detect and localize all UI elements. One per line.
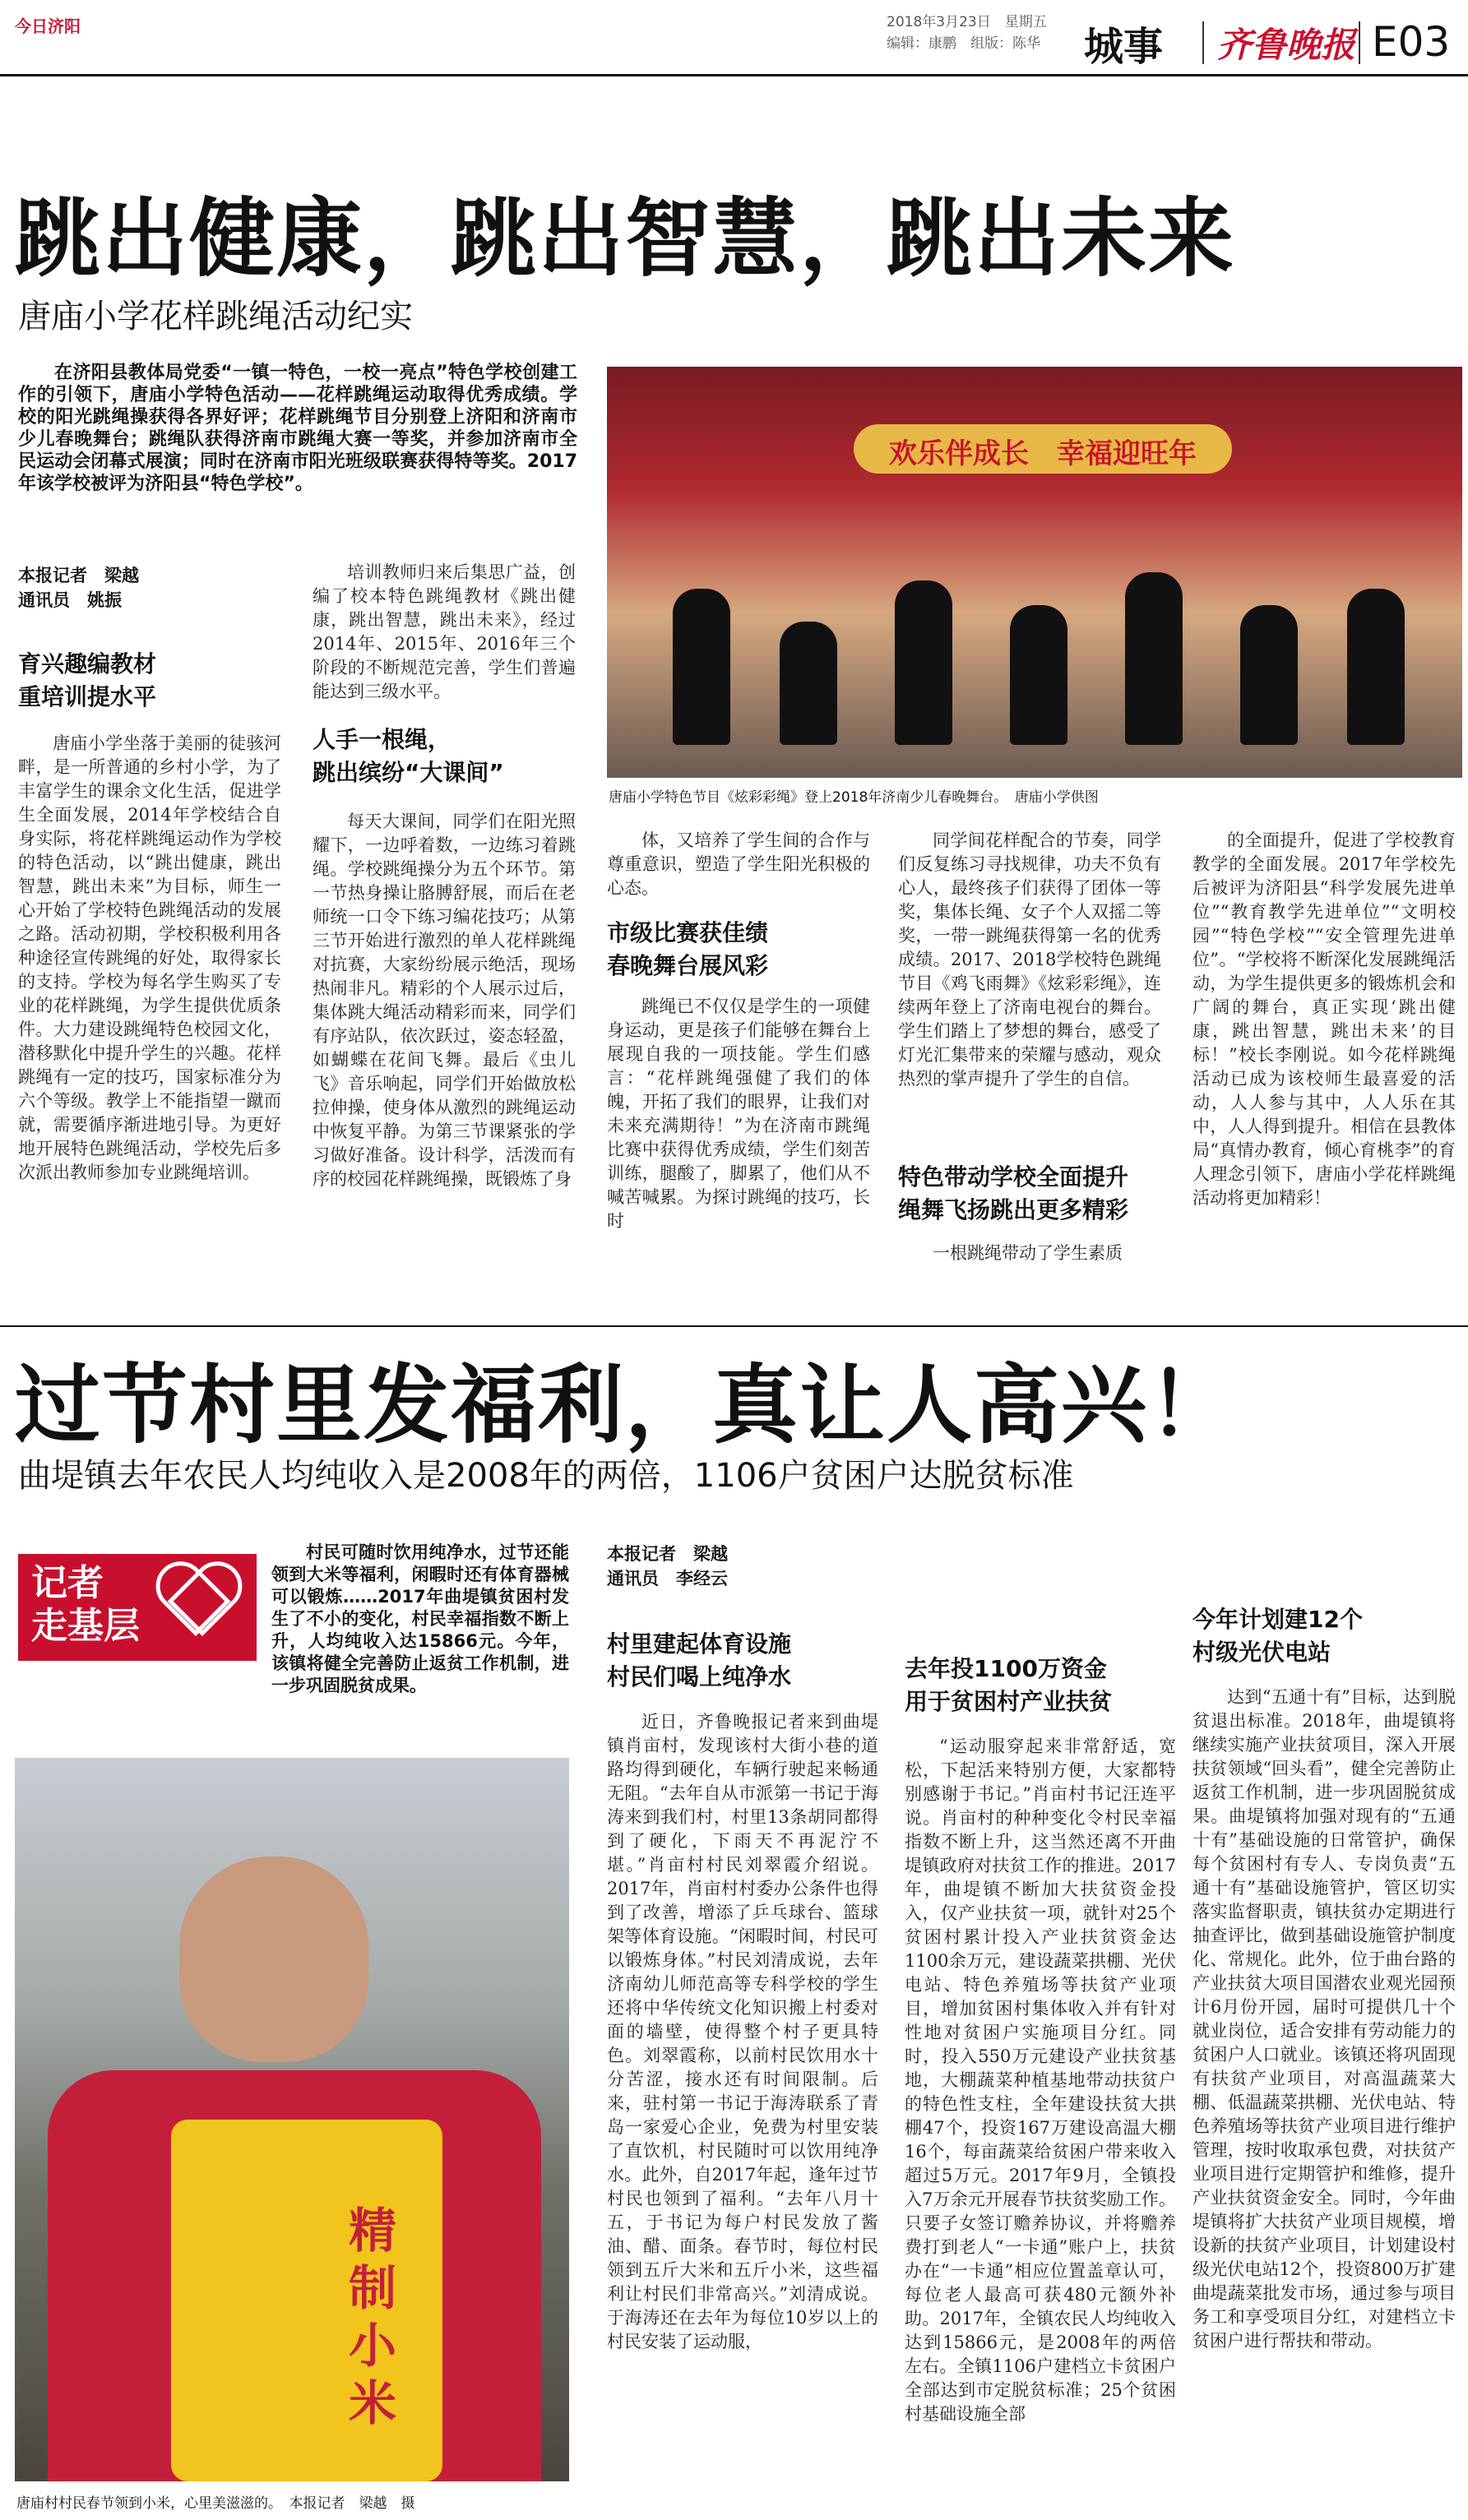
- section-title: 城事: [1084, 24, 1164, 70]
- skipping-performance-photo: [607, 367, 1462, 778]
- header-rule: [0, 74, 1468, 76]
- story1-body-col2: 每天大课间，同学们在阳光照耀下，一边呼着数，一边练习着跳绳。学校跳绳操分为五个环节。第一节热身操让胳膊舒展，而后在老师统一口令下练习编花技巧；从第三节开始进行激烈的单人花样跳绳对抗赛，大家纷纷展示绝活，现场热闹非凡。精彩的个人展示过后，集体跳大绳活动精彩而来，同学们有序站队，依次跃过，姿态轻盈，如蝴蝶在花间飞舞。最后《虫儿飞》音乐响起，同学们开始做放松拉伸操，使身体从激烈的跳绳运动中恢复平静。为第三节课紧张的学习做好准备。设计科学，活泼而有序的校园花样跳绳操，既锻炼了身: [313, 811, 576, 1189]
- correspondent-credit: 通讯员 李经云: [607, 1569, 728, 1588]
- story1-lead: 在济阳县教体局党委“一镇一特色，一校一亮点”特色学校创建工作的引领下，唐庙小学特色活动——花样跳绳运动取得优秀成绩。学校的阳光跳绳操获得各界好评；花样跳绳节目分别登上济阳和济南市少儿春晚舞台；跳绳队获得济南市跳绳大赛一等奖，并参加济南市全民运动会闭幕式展演；同时在济南市阳光班级联赛获得特等奖。2017年该学校被评为济阳县“特色学校”。: [18, 363, 577, 494]
- reporter-credit: 本报记者 梁越: [18, 566, 139, 585]
- badge-text: 记者 走基层: [31, 1562, 140, 1647]
- page-number: E03: [1372, 18, 1451, 66]
- reporter-grassroots-badge: [18, 1554, 257, 1661]
- issue-date: 2018年3月23日 星期五: [887, 14, 1047, 30]
- story2-lead: 村民可随时饮用纯净水，过节还能领到大米等福利，闲暇时还有体育器械可以锻炼……2017年曲堤镇贫困村发生了不小的变化，村民幸福指数不断上升，人均纯收入达15866元。今年，该镇将健全完善防止返贫工作机制，进一步巩固脱贫成果。: [271, 1542, 569, 1695]
- story-divider: [0, 1325, 1468, 1327]
- brand-logo: 齐鲁晚报: [1217, 25, 1356, 65]
- story1-body-col4: 同学间花样配合的节奏，同学们反复练习寻找规律，功夫不负有心人，最终孩子们获得了团体一等奖，集体长绳、女子个人双摇二等奖，一带一跳绳获得第一名的优秀成绩。2017、2018学校特色跳绳节目《鸡飞雨舞》《炫彩彩绳》，连续两年登上了济南电视台的舞台。学生们踏上了梦想的舞台，感受了灯光汇集带来的荣耀与感动，观众热烈的掌声提升了学生的自信。: [898, 830, 1161, 1089]
- story1-subhead: 唐庙小学花样跳绳活动纪实: [18, 298, 413, 335]
- issue-meta: [887, 12, 1047, 54]
- story1-body-col1: 唐庙小学坐落于美丽的徒骇河畔，是一所普通的乡村小学，为了丰富学生的课余文化生活，促进学生全面发展，2014年学校结合自身实际，将花样跳绳运动作为学校的特色活动，以“跳出健康，跳出智慧，跳出未来”为目标，师生一心开始了学校特色跳绳活动的发展之路。活动初期，学校积极利用各种途径宣传跳绳的好处，取得家长的支持。学校为每名学生购买了专业的花样跳绳，为学生提供优质条件。大力建设跳绳特色校园文化，潜移默化中提升学生的兴趣。花样跳绳有一定的技巧，国家标准分为六个等级。教学上不能指望一蹴而就，需要循序渐进地引导。为更好地开展特色跳绳活动，学校先后多次派出教师参加专业跳绳培训。: [18, 733, 281, 1182]
- edition-label: 今日济阳: [15, 16, 81, 36]
- reporter-credit: 本报记者 梁越: [607, 1544, 728, 1564]
- story2-body-col1: 近日，齐鲁晚报记者来到曲堤镇肖亩村，发现该村大街小巷的道路均得到硬化，车辆行驶起来畅通无阻。“去年自从市派第一书记于海涛来到我们村，村里13条胡同都得到了硬化，下雨天不再泥泞不堪。”肖亩村村民刘翠霞介绍说。2017年，肖亩村村委办公条件也得到了改善，增添了乒乓球台、篮球架等体育设施。“闲暇时间，村民可以锻炼身体。”村民刘清成说，去年济南幼儿师范高等专科学校的学生还将中华传统文化知识搬上村委对面的墙壁，使得整个村子更具特色。刘翠霞称，以前村民饮用水十分苦涩，接水还有时间限制。后来，驻村第一书记于海涛联系了青岛一家爱心企业，免费为村里安装了直饮机，村民随时可以饮用纯净水。此外，自2017年起，逢年过节村民也领到了福利。“去年八月十五，于书记为每户村民发放了酱油、醋、面条。春节时，每位村民领到五斤大米和五斤小米，这些福利让村民们非常高兴。”刘清成说。于海涛还在去年为每位10岁以上的村民安装了运动服，: [607, 1712, 878, 2351]
- story1-photo-caption: 唐庙小学特色节目《炫彩彩绳》登上2018年济南少儿春晚舞台。 唐庙小学供图: [609, 789, 1099, 806]
- story2-headline: 过节村里发福利，真让人高兴！: [15, 1355, 1236, 1455]
- story2-section-head: 村里建起体育设施 村民们喝上纯净水: [607, 1630, 792, 1690]
- villager-with-rice-bag-photo: [15, 1758, 569, 2481]
- bag-label: 精制小米: [348, 2203, 396, 2431]
- story1-body-col4-bottom: 一根跳绳带动了学生素质: [933, 1243, 1123, 1263]
- story2-body-col3: 达到“五通十有”目标，达到脱贫退出标准。2018年，曲堤镇将继续实施产业扶贫项目，深入开展扶贫领域“回头看”，健全完善防止返贫工作机制，进一步巩固脱贫成果。曲堤镇将加强对现有的“五通十有”基础设施的日常管护，确保每个贫困村有专人、专岗负责“五通十有”基础设施管护，管区切实落实监督职责，镇扶贫办定期进行抽查评比，做到基础设施管护制度化、常规化。此外，位于曲台路的产业扶贫大项目国潜农业观光园预计6月份开园，届时可提供几十个就业岗位，适合安排有劳动能力的贫困户人口就业。该镇还将巩固现有扶贫产业项目，对高温蔬菜大棚、低温蔬菜拱棚、光伏电站、特色养殖场等扶贫产业项目进行维护管理，按时收取承包费，对扶贫产业项目进行定期管护和维修，提升产业扶贫资金安全。同时，今年曲堤镇将扩大扶贫产业项目规模，增设新的扶贫产业项目，计划建设村级光伏电站12个，投资800万扩建曲堤蔬菜批发市场，通过参与项目务工和享受项目分红，对建档立卡贫困户进行帮扶和带动。: [1192, 1687, 1456, 2351]
- story1-section-head: 市级比赛获佳绩 春晚舞台展风彩: [607, 919, 769, 979]
- story1-body-col3-top: 体，又培养了学生间的合作与尊重意识，塑造了学生阳光积极的心态。: [607, 830, 870, 898]
- story2-section-head: 去年投1100万资金 用于贫困村产业扶贫: [905, 1655, 1113, 1715]
- story1-body-col5: 的全面提升，促进了学校教育教学的全面发展。2017年学校先后被评为济阳县“科学发展先进单位”“教育教学先进单位”“文明校园”“特色学校”“安全管理先进单位”。“学校将不断深化发展跳绳活动，为学生提供更多的锻炼机会和广阔的舞台，真正实现‘跳出健康，跳出智慧，跳出未来’的目标！”校长李刚说。如今花样跳绳活动已成为该校师生最喜爱的活动，人人参与其中，人人乐在其中，人人得到提升。相信在县教体局“真情办教育，倾心育桃李”的育人理念引领下，唐庙小学花样跳绳活动将更加精彩！: [1192, 830, 1456, 1208]
- story2-byline: [607, 1542, 728, 1591]
- header-divider: [1359, 21, 1360, 64]
- header-divider: [1202, 21, 1204, 64]
- story1-byline: [18, 563, 139, 613]
- issue-editors: 编辑：康鹏 组版：陈华: [887, 35, 1040, 52]
- story2-body-col2: “运动服穿起来非常舒适，宽松，下起活来特别方便，大家都特别感谢于书记。”肖亩村书记汪连平说。肖亩村的种种变化令村民幸福指数不断上升，这当然还离不开曲堤镇政府对扶贫工作的推进。2017年，曲堤镇不断加大扶贫资金投入，仅产业扶贫一项，就针对25个贫困村累计投入产业扶贫资金达1100余万元，建设蔬菜拱棚、光伏电站、特色养殖场等扶贫产业项目，增加贫困村集体收入并有针对性地对贫困户实施项目分红。同时，投入550万元建设产业扶贫基地，大棚蔬菜种植基地带动扶贫户的特色性支柱，全年建设扶贫大拱棚47个，投资167万建设高温大棚16个，每亩蔬菜给贫困户带来收入超过5万元。2017年9月，全镇投入7万余元开展春节扶贫奖励工作。只要子女签订赡养协议，并将赡养费打到老人“一卡通”账户上，扶贫办在“一卡通”相应位置盖章认可，每位老人最高可获480元额外补助。2017年，全镇农民人均纯收入达到15866元，是2008年的两倍左右。全镇1106户建档立卡贫困户全部达到市定脱贫标准；25个贫困村基础设施全部: [905, 1736, 1176, 2424]
- photo-banner-text: 欢乐伴成长 幸福迎旺年: [889, 437, 1197, 470]
- story2-section-head: 今年计划建12个 村级光伏电站: [1192, 1606, 1363, 1666]
- correspondent-credit: 通讯员 姚振: [18, 590, 122, 610]
- story1-section-head: 特色带动学校全面提升 绳舞飞扬跳出更多精彩: [898, 1163, 1129, 1223]
- story2-subhead: 曲堤镇去年农民人均纯收入是2008年的两倍，1106户贫困户达脱贫标准: [18, 1457, 1074, 1495]
- story2-photo-caption: 唐庙村村民春节领到小米，心里美滋滋的。 本报记者 梁越 摄: [16, 2495, 415, 2512]
- story1-section-head: 育兴趣编教材 重培训提水平: [18, 650, 157, 710]
- heart-icon: [158, 1570, 237, 1646]
- story1-section-head: 人手一根绳， 跳出缤纷“大课间”: [313, 726, 504, 786]
- story1-body-col3: 跳绳已不仅仅是学生的一项健身运动，更是孩子们能够在舞台上展现自我的一项技能。学生们感言：“花样跳绳强健了我们的体魄，开拓了我们的眼界，让我们对未来充满期待！”为在济南市跳绳比赛中获得优秀成绩，学生们刻苦训练，腿酸了，脚累了，他们从不喊苦喊累。为探讨跳绳的技巧，长时: [607, 996, 870, 1231]
- story1-body-col2-top: 培训教师归来后集思广益，创编了校本特色跳绳教材《跳出健康，跳出智慧，跳出未来》，经过2014年、2015年、2016年三个阶段的不断规范完善，学生们普遍能达到三级水平。: [313, 562, 576, 701]
- story1-headline: 跳出健康，跳出智慧，跳出未来: [15, 188, 1236, 289]
